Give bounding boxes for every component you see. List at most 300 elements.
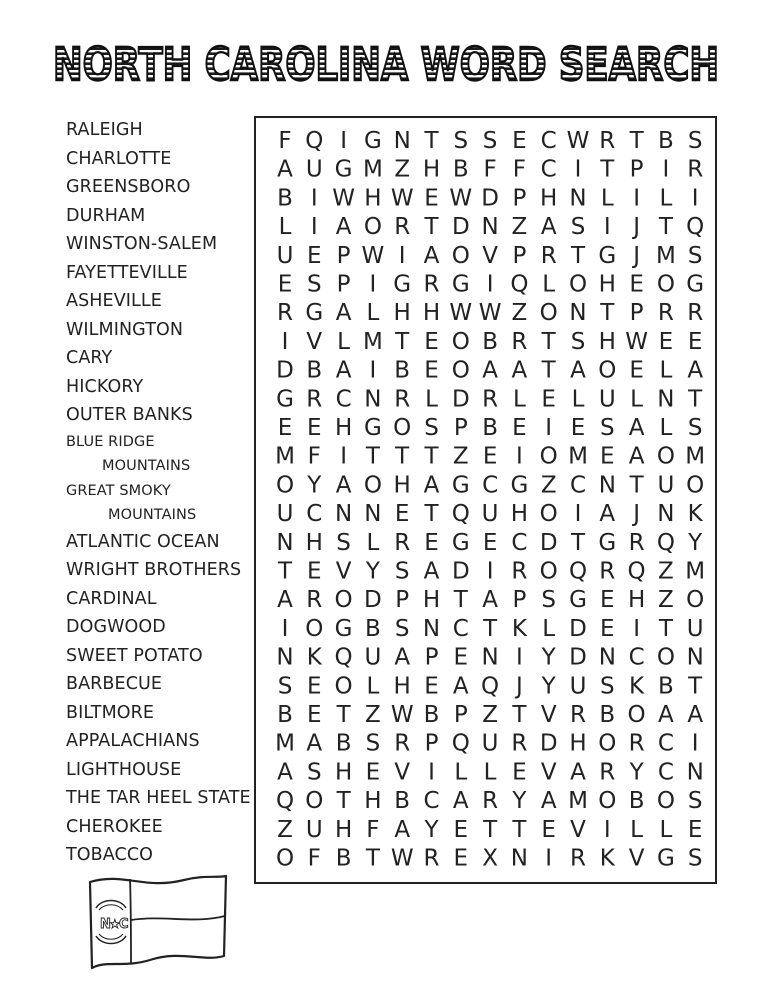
grid-letter: P xyxy=(424,644,439,671)
grid-letter: L xyxy=(659,357,673,384)
grid-letter: F xyxy=(366,816,380,843)
word-list-item: FAYETTEVILLE xyxy=(66,262,188,283)
grid-letter: R xyxy=(306,386,323,413)
grid-letter: I xyxy=(603,816,611,843)
grid-letter: D xyxy=(481,185,499,212)
grid-letter: M xyxy=(275,443,295,470)
grid-letter: I xyxy=(369,357,377,384)
grid-letter: T xyxy=(688,386,703,413)
word-list-item: MOUNTAINS xyxy=(108,507,197,523)
grid-letter: W xyxy=(478,300,502,327)
grid-letter: A xyxy=(277,156,293,183)
grid-letter: Z xyxy=(540,472,557,499)
grid-letter: W xyxy=(390,185,414,212)
grid-letter: L xyxy=(630,816,644,843)
grid-letter: Z xyxy=(658,558,674,585)
grid-letter: T xyxy=(395,328,410,355)
flag-monogram-n: N xyxy=(100,917,111,932)
grid-letter: U xyxy=(364,644,382,671)
grid-letter: Q xyxy=(627,558,646,585)
grid-letter: O xyxy=(539,558,558,585)
grid-letter: O xyxy=(305,788,324,815)
grid-letter: R xyxy=(657,300,674,327)
grid-letter: J xyxy=(633,214,640,241)
grid-letter: W xyxy=(390,845,414,872)
grid-letter: O xyxy=(539,300,558,327)
grid-letter: G xyxy=(451,271,470,298)
grid-letter: H xyxy=(422,156,441,183)
grid-letter: P xyxy=(453,702,468,728)
grid-letter: T xyxy=(570,242,586,269)
title-text: NORTH CAROLINA WORD SEARCH xyxy=(53,38,719,91)
grid-letter: G xyxy=(334,156,353,183)
grid-letter: A xyxy=(511,357,528,384)
grid-letter: T xyxy=(658,615,673,642)
grid-letter: A xyxy=(423,558,440,585)
grid-letter: I xyxy=(662,156,670,183)
grid-letter: E xyxy=(600,587,615,614)
grid-letter: R xyxy=(482,386,499,413)
grid-letter: U xyxy=(569,673,587,700)
grid-letter: X xyxy=(482,845,498,872)
grid-letter: C xyxy=(423,788,440,815)
grid-letter: S xyxy=(482,128,498,154)
grid-letter: E xyxy=(307,242,322,269)
grid-letter: R xyxy=(511,730,528,757)
grid-letter: Q xyxy=(451,501,470,528)
grid-letter: C xyxy=(452,615,469,642)
word-list-item: CARDINAL xyxy=(66,588,157,609)
grid-letter: A xyxy=(658,702,674,728)
grid-letter: I xyxy=(310,185,318,212)
grid-letter: R xyxy=(599,558,616,585)
grid-letter: E xyxy=(600,615,615,642)
grid-letter: Q xyxy=(481,673,500,700)
grid-letter: Z xyxy=(511,214,528,241)
flag-monogram-c: C xyxy=(119,917,129,932)
grid-letter: E xyxy=(453,644,469,671)
grid-letter: A xyxy=(335,472,352,499)
grid-letter: Y xyxy=(629,759,644,786)
grid-letter: S xyxy=(570,328,586,355)
grid-letter: Z xyxy=(365,702,381,728)
grid-letter: I xyxy=(633,615,640,642)
grid-letter: T xyxy=(277,558,293,585)
word-list-item: WILMINGTON xyxy=(66,319,184,340)
grid-letter: Q xyxy=(656,529,675,556)
grid-letter: V xyxy=(540,759,557,786)
grid-letter: O xyxy=(275,472,295,499)
grid-letter: I xyxy=(691,730,699,757)
grid-letter: E xyxy=(424,529,439,556)
grid-letter: S xyxy=(394,615,410,642)
word-list-item: GREAT SMOKY xyxy=(66,482,171,499)
grid-letter: E xyxy=(277,271,293,298)
grid-letter: V xyxy=(394,759,411,786)
grid-letter: O xyxy=(598,788,617,815)
word-list-item: OUTER BANKS xyxy=(66,405,193,425)
grid-letter: N xyxy=(657,386,675,413)
grid-letter: T xyxy=(395,443,410,470)
grid-letter: T xyxy=(483,615,498,642)
grid-letter: V xyxy=(628,845,645,872)
grid-letter: I xyxy=(516,443,523,470)
grid-letter: S xyxy=(541,587,557,614)
grid-letter: O xyxy=(334,673,353,700)
grid-letter: H xyxy=(510,501,529,528)
grid-letter: T xyxy=(424,443,439,470)
grid-letter: U xyxy=(305,816,323,843)
grid-letter: S xyxy=(599,415,615,441)
grid-letter: E xyxy=(482,529,498,556)
grid-letter: I xyxy=(398,242,406,269)
grid-letter: A xyxy=(540,214,557,241)
grid-letter: A xyxy=(687,357,704,384)
grid-letter: P xyxy=(424,730,439,757)
grid-letter: Y xyxy=(541,673,556,700)
grid-letter: C xyxy=(657,759,674,786)
grid-letter: A xyxy=(423,242,440,269)
grid-letter: O xyxy=(656,443,675,470)
grid-letter: P xyxy=(336,242,351,269)
grid-letter: M xyxy=(685,443,706,470)
grid-letter: F xyxy=(483,156,497,183)
grid-letter: N xyxy=(276,644,294,671)
grid-letter: S xyxy=(687,845,703,872)
grid-letter: Z xyxy=(482,702,498,728)
grid-letter: W xyxy=(449,300,473,327)
grid-letter: T xyxy=(424,501,439,528)
grid-letter: O xyxy=(539,501,558,528)
word-list-item: MOUNTAINS xyxy=(102,458,191,474)
grid-letter: Z xyxy=(658,587,674,614)
grid-letter: H xyxy=(334,415,353,441)
grid-letter: U xyxy=(276,242,294,269)
grid-letter: Q xyxy=(275,788,295,815)
grid-letter: S xyxy=(306,759,322,786)
grid-letter: T xyxy=(365,845,380,872)
grid-letter: E xyxy=(541,386,556,413)
grid-letter: C xyxy=(628,644,645,671)
grid-letter: N xyxy=(686,644,704,671)
grid-letter: R xyxy=(394,214,411,241)
grid-letter: T xyxy=(600,300,615,327)
grid-letter: E xyxy=(629,271,644,298)
word-list xyxy=(66,116,251,870)
grid-letter: H xyxy=(334,816,353,843)
grid-letter: L xyxy=(659,415,673,441)
grid-letter: A xyxy=(628,415,645,441)
grid-letter: T xyxy=(336,702,351,728)
grid-letter: T xyxy=(512,816,527,843)
grid-letter: R xyxy=(687,156,704,183)
grid-letter: G xyxy=(656,845,675,872)
word-list-item: RALEIGH xyxy=(66,120,143,140)
grid-letter: I xyxy=(340,128,347,154)
grid-letter: L xyxy=(512,386,526,413)
grid-letter: P xyxy=(512,185,527,212)
word-list-item: APPALACHIANS xyxy=(66,731,200,751)
grid-letter: M xyxy=(568,443,588,470)
grid-letter: U xyxy=(686,615,704,642)
grid-letter: F xyxy=(307,443,321,470)
grid-letter: Z xyxy=(511,300,528,327)
grid-letter: O xyxy=(686,472,705,499)
grid-letter: B xyxy=(658,128,674,154)
word-list-item: DURHAM xyxy=(66,205,146,226)
grid-letter: B xyxy=(277,702,293,728)
grid-letter: A xyxy=(423,472,440,499)
word-list-item: ATLANTIC OCEAN xyxy=(66,531,220,552)
grid-letter: J xyxy=(633,242,640,269)
grid-letter: U xyxy=(276,501,294,528)
letter-grid xyxy=(256,118,719,886)
grid-letter: E xyxy=(512,415,527,441)
grid-letter: E xyxy=(512,759,527,786)
grid-letter: D xyxy=(539,529,558,556)
grid-letter: J xyxy=(516,673,523,700)
grid-letter: A xyxy=(570,759,586,786)
grid-letter: D xyxy=(451,386,470,413)
grid-letter: T xyxy=(365,443,380,470)
grid-letter: M xyxy=(362,156,383,183)
title-lettering xyxy=(0,30,773,92)
grid-letter: A xyxy=(335,357,352,384)
grid-letter: I xyxy=(516,644,523,671)
grid-letter: N xyxy=(334,501,353,528)
grid-letter: N xyxy=(364,386,382,413)
grid-letter: E xyxy=(629,357,644,384)
word-list-item: CARY xyxy=(66,348,113,368)
grid-letter: B xyxy=(335,730,352,757)
word-list-item: GREENSBORO xyxy=(66,177,191,197)
grid-letter: W xyxy=(361,242,385,269)
grid-letter: A xyxy=(540,788,557,815)
nc-flag-illustration xyxy=(84,872,234,976)
word-list-item: CHARLOTTE xyxy=(66,148,172,169)
grid-letter: E xyxy=(424,328,439,355)
grid-letter: B xyxy=(335,845,352,872)
grid-letter: B xyxy=(306,357,323,384)
grid-letter: S xyxy=(570,214,586,241)
grid-letter: I xyxy=(574,156,582,183)
flag-monogram-star: ★ xyxy=(109,917,121,931)
grid-letter: I xyxy=(281,328,289,355)
grid-letter: D xyxy=(451,214,470,241)
grid-letter: S xyxy=(394,558,410,585)
grid-letter: C xyxy=(569,472,587,499)
grid-letter: I xyxy=(633,185,640,212)
grid-letter: Q xyxy=(451,730,470,757)
grid-letter: A xyxy=(482,357,498,384)
grid-letter: L xyxy=(366,300,380,327)
grid-letter: Q xyxy=(334,644,353,671)
word-list-item: BILTMORE xyxy=(66,702,155,723)
grid-letter: V xyxy=(335,558,352,585)
grid-letter: C xyxy=(511,529,528,556)
grid-letter: N xyxy=(657,501,675,528)
word-list-item: SWEET POTATO xyxy=(66,645,203,666)
grid-letter: E xyxy=(453,816,469,843)
grid-letter: S xyxy=(306,271,322,298)
grid-letter: O xyxy=(598,730,617,757)
grid-letter: K xyxy=(629,673,645,700)
grid-letter: B xyxy=(482,415,498,441)
grid-letter: U xyxy=(481,730,499,757)
grid-letter: R xyxy=(423,271,440,298)
grid-letter: I xyxy=(486,558,494,585)
grid-letter: P xyxy=(629,300,644,327)
grid-letter: K xyxy=(306,644,322,671)
grid-letter: S xyxy=(365,730,381,757)
grid-letter: L xyxy=(542,615,556,642)
grid-letter: Z xyxy=(452,443,469,470)
grid-letter: O xyxy=(656,644,675,671)
grid-letter: T xyxy=(600,156,615,183)
grid-letter: E xyxy=(512,128,527,154)
grid-letter: O xyxy=(275,845,295,872)
grid-letter: O xyxy=(568,271,588,298)
grid-letter: L xyxy=(425,386,438,413)
grid-letter: B xyxy=(658,673,674,700)
grid-letter: M xyxy=(275,730,295,757)
grid-letter: G xyxy=(451,529,470,556)
grid-letter: R xyxy=(628,730,645,757)
grid-letter: S xyxy=(687,415,703,441)
grid-letter: O xyxy=(363,472,382,499)
grid-letter: T xyxy=(483,816,498,843)
grid-letter: P xyxy=(512,587,527,614)
grid-letter: I xyxy=(603,214,611,241)
grid-letter: G xyxy=(451,472,470,499)
grid-letter: S xyxy=(599,673,615,700)
grid-letter: B xyxy=(365,615,381,642)
grid-letter: N xyxy=(364,501,382,528)
grid-letter: I xyxy=(691,185,699,212)
grid-letter: P xyxy=(512,242,527,269)
grid-letter: S xyxy=(687,242,703,269)
grid-letter: L xyxy=(483,759,497,786)
grid-letter: N xyxy=(422,615,441,642)
grid-letter: N xyxy=(598,472,616,499)
flag-hoist-divider xyxy=(130,879,131,964)
grid-letter: O xyxy=(686,587,705,614)
grid-letter: U xyxy=(481,501,499,528)
grid-letter: E xyxy=(687,328,703,355)
grid-letter: I xyxy=(574,501,582,528)
grid-letter: O xyxy=(451,357,470,384)
grid-letter: O xyxy=(363,214,382,241)
grid-letter: E xyxy=(277,415,293,441)
word-list-item: BARBECUE xyxy=(66,674,163,694)
grid-letter: H xyxy=(569,730,587,757)
grid-letter: G xyxy=(334,615,353,642)
grid-letter: B xyxy=(394,788,411,815)
grid-letter: Q xyxy=(510,271,529,298)
grid-letter: Q xyxy=(305,128,324,154)
grid-letter: O xyxy=(334,587,353,614)
word-list-item: TOBACCO xyxy=(66,845,154,865)
grid-letter: Y xyxy=(424,816,439,843)
grid-letter: U xyxy=(598,386,616,413)
grid-letter: Q xyxy=(686,214,705,241)
grid-letter: Z xyxy=(394,156,411,183)
grid-letter: O xyxy=(627,702,646,728)
grid-letter: P xyxy=(336,271,351,298)
grid-letter: G xyxy=(686,271,705,298)
grid-letter: B xyxy=(452,156,469,183)
grid-letter: Z xyxy=(277,816,293,843)
grid-letter: R xyxy=(482,788,499,815)
grid-letter: T xyxy=(570,529,586,556)
grid-letter: E xyxy=(365,759,381,786)
grid-letter: I xyxy=(310,214,318,241)
grid-letter: C xyxy=(657,730,674,757)
grid-letter: M xyxy=(362,328,383,355)
grid-letter: A xyxy=(628,443,645,470)
grid-letter: O xyxy=(539,443,558,470)
grid-letter: G xyxy=(393,271,412,298)
grid-letter: O xyxy=(451,328,470,355)
grid-letter: A xyxy=(394,816,411,843)
grid-letter: E xyxy=(307,702,322,728)
grid-letter: N xyxy=(393,128,411,154)
grid-letter: T xyxy=(512,702,527,728)
word-list-item: WRIGHT BROTHERS xyxy=(66,560,242,580)
grid-letter: S xyxy=(687,788,703,815)
grid-letter: R xyxy=(394,386,411,413)
grid-letter: D xyxy=(569,644,587,671)
grid-letter: H xyxy=(540,185,558,212)
grid-letter: P xyxy=(629,156,644,183)
grid-letter: N xyxy=(481,214,499,241)
grid-letter: R xyxy=(511,558,528,585)
grid-letter: U xyxy=(305,156,323,183)
grid-letter: L xyxy=(366,673,380,700)
grid-letter: M xyxy=(568,788,588,815)
grid-letter: L xyxy=(630,386,644,413)
grid-letter: H xyxy=(598,271,616,298)
grid-letter: A xyxy=(335,214,352,241)
grid-letter: R xyxy=(687,300,704,327)
grid-letter: A xyxy=(277,759,293,786)
grid-letter: I xyxy=(369,271,377,298)
grid-letter: L xyxy=(278,214,292,241)
word-list-item: THE TAR HEEL STATE xyxy=(66,788,251,808)
grid-letter: E xyxy=(570,415,586,441)
word-list-item: HICKORY xyxy=(66,376,144,397)
grid-letter: H xyxy=(364,788,382,815)
grid-letter: B xyxy=(628,788,645,815)
grid-letter: E xyxy=(453,845,469,872)
grid-letter: A xyxy=(599,501,616,528)
grid-letter: L xyxy=(571,386,585,413)
grid-letter: O xyxy=(305,615,324,642)
grid-letter: R xyxy=(570,845,586,872)
grid-letter: R xyxy=(394,529,411,556)
grid-letter: B xyxy=(394,357,411,384)
grid-letter: H xyxy=(393,300,411,327)
grid-letter: N xyxy=(481,644,499,671)
grid-letter: G xyxy=(510,472,529,499)
grid-letter: R xyxy=(628,529,645,556)
grid-letter: G xyxy=(363,128,382,154)
word-list-item: ASHEVILLE xyxy=(66,291,162,311)
grid-letter: R xyxy=(570,702,586,728)
grid-letter: O xyxy=(656,271,675,298)
grid-letter: L xyxy=(542,271,556,298)
grid-letter: W xyxy=(390,702,414,728)
